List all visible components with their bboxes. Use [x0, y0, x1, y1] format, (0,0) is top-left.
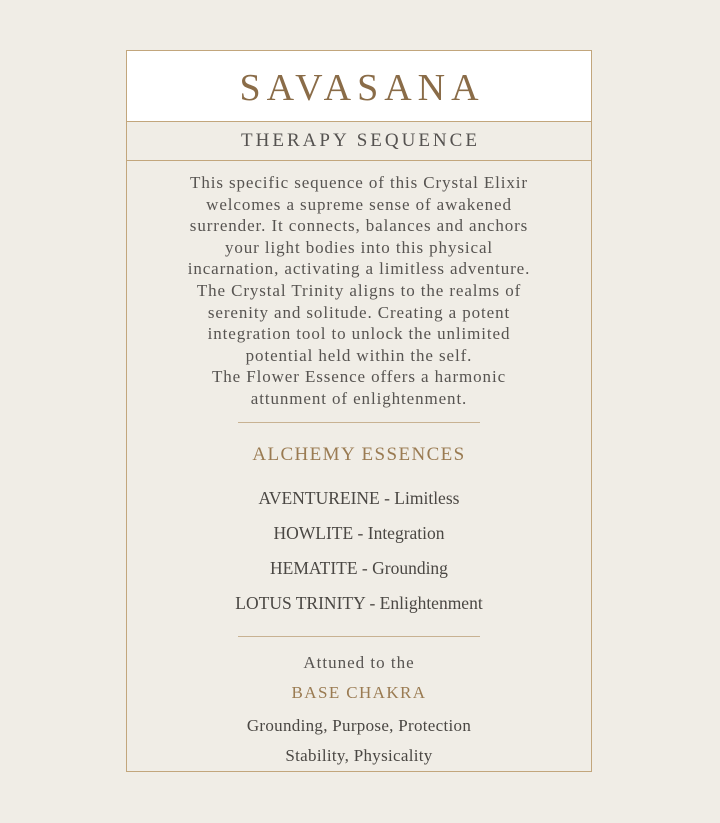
essence-item: HOWLITE - Integration — [273, 522, 445, 543]
description — [141, 172, 577, 410]
description-line: potential held within the self. — [245, 345, 473, 365]
description-line: The Flower Essence offers a harmonic — [211, 367, 507, 387]
quality-line: Grounding, Purpose, Protection — [246, 715, 472, 735]
description-line: The Crystal Trinity aligns to the realms of — [196, 280, 522, 300]
title-box — [127, 51, 591, 122]
page-subtitle: THERAPY SEQUENCE — [241, 130, 480, 151]
subtitle-box — [127, 122, 591, 161]
essences-heading: ALCHEMY ESSENCES — [252, 443, 466, 465]
description-line: This specific sequence of this Crystal Elixir — [190, 173, 528, 192]
essence-item: LOTUS TRINITY - Enlightenment — [235, 592, 483, 613]
product-card — [126, 50, 592, 772]
description-line: welcomes a supreme sense of awakened — [206, 194, 512, 214]
description-line: incarnation, activating a limitless adventure. — [187, 259, 531, 279]
chakra-name: BASE CHAKRA — [291, 682, 427, 702]
description-line: integration tool to unlock the unlimited — [207, 324, 511, 344]
divider — [238, 636, 480, 637]
description-line: serenity and solitude. Creating a potent — [207, 302, 511, 322]
essence-item: AVENTUREINE - Limitless — [258, 487, 460, 508]
essence-item: HEMATITE - Grounding — [270, 557, 448, 578]
description-line: surrender. It connects, balances and anchors — [189, 216, 529, 236]
attuned-label: Attuned to the — [303, 652, 415, 672]
divider — [238, 422, 480, 423]
quality-line: Stability, Physicality — [285, 745, 433, 765]
description-line: attunment of enlightenment. — [250, 388, 468, 408]
qualities-list — [127, 711, 591, 771]
essences-list — [127, 481, 591, 621]
description-line: your light bodies into this physical — [224, 237, 494, 257]
page-title: SAVASANA — [239, 67, 485, 109]
